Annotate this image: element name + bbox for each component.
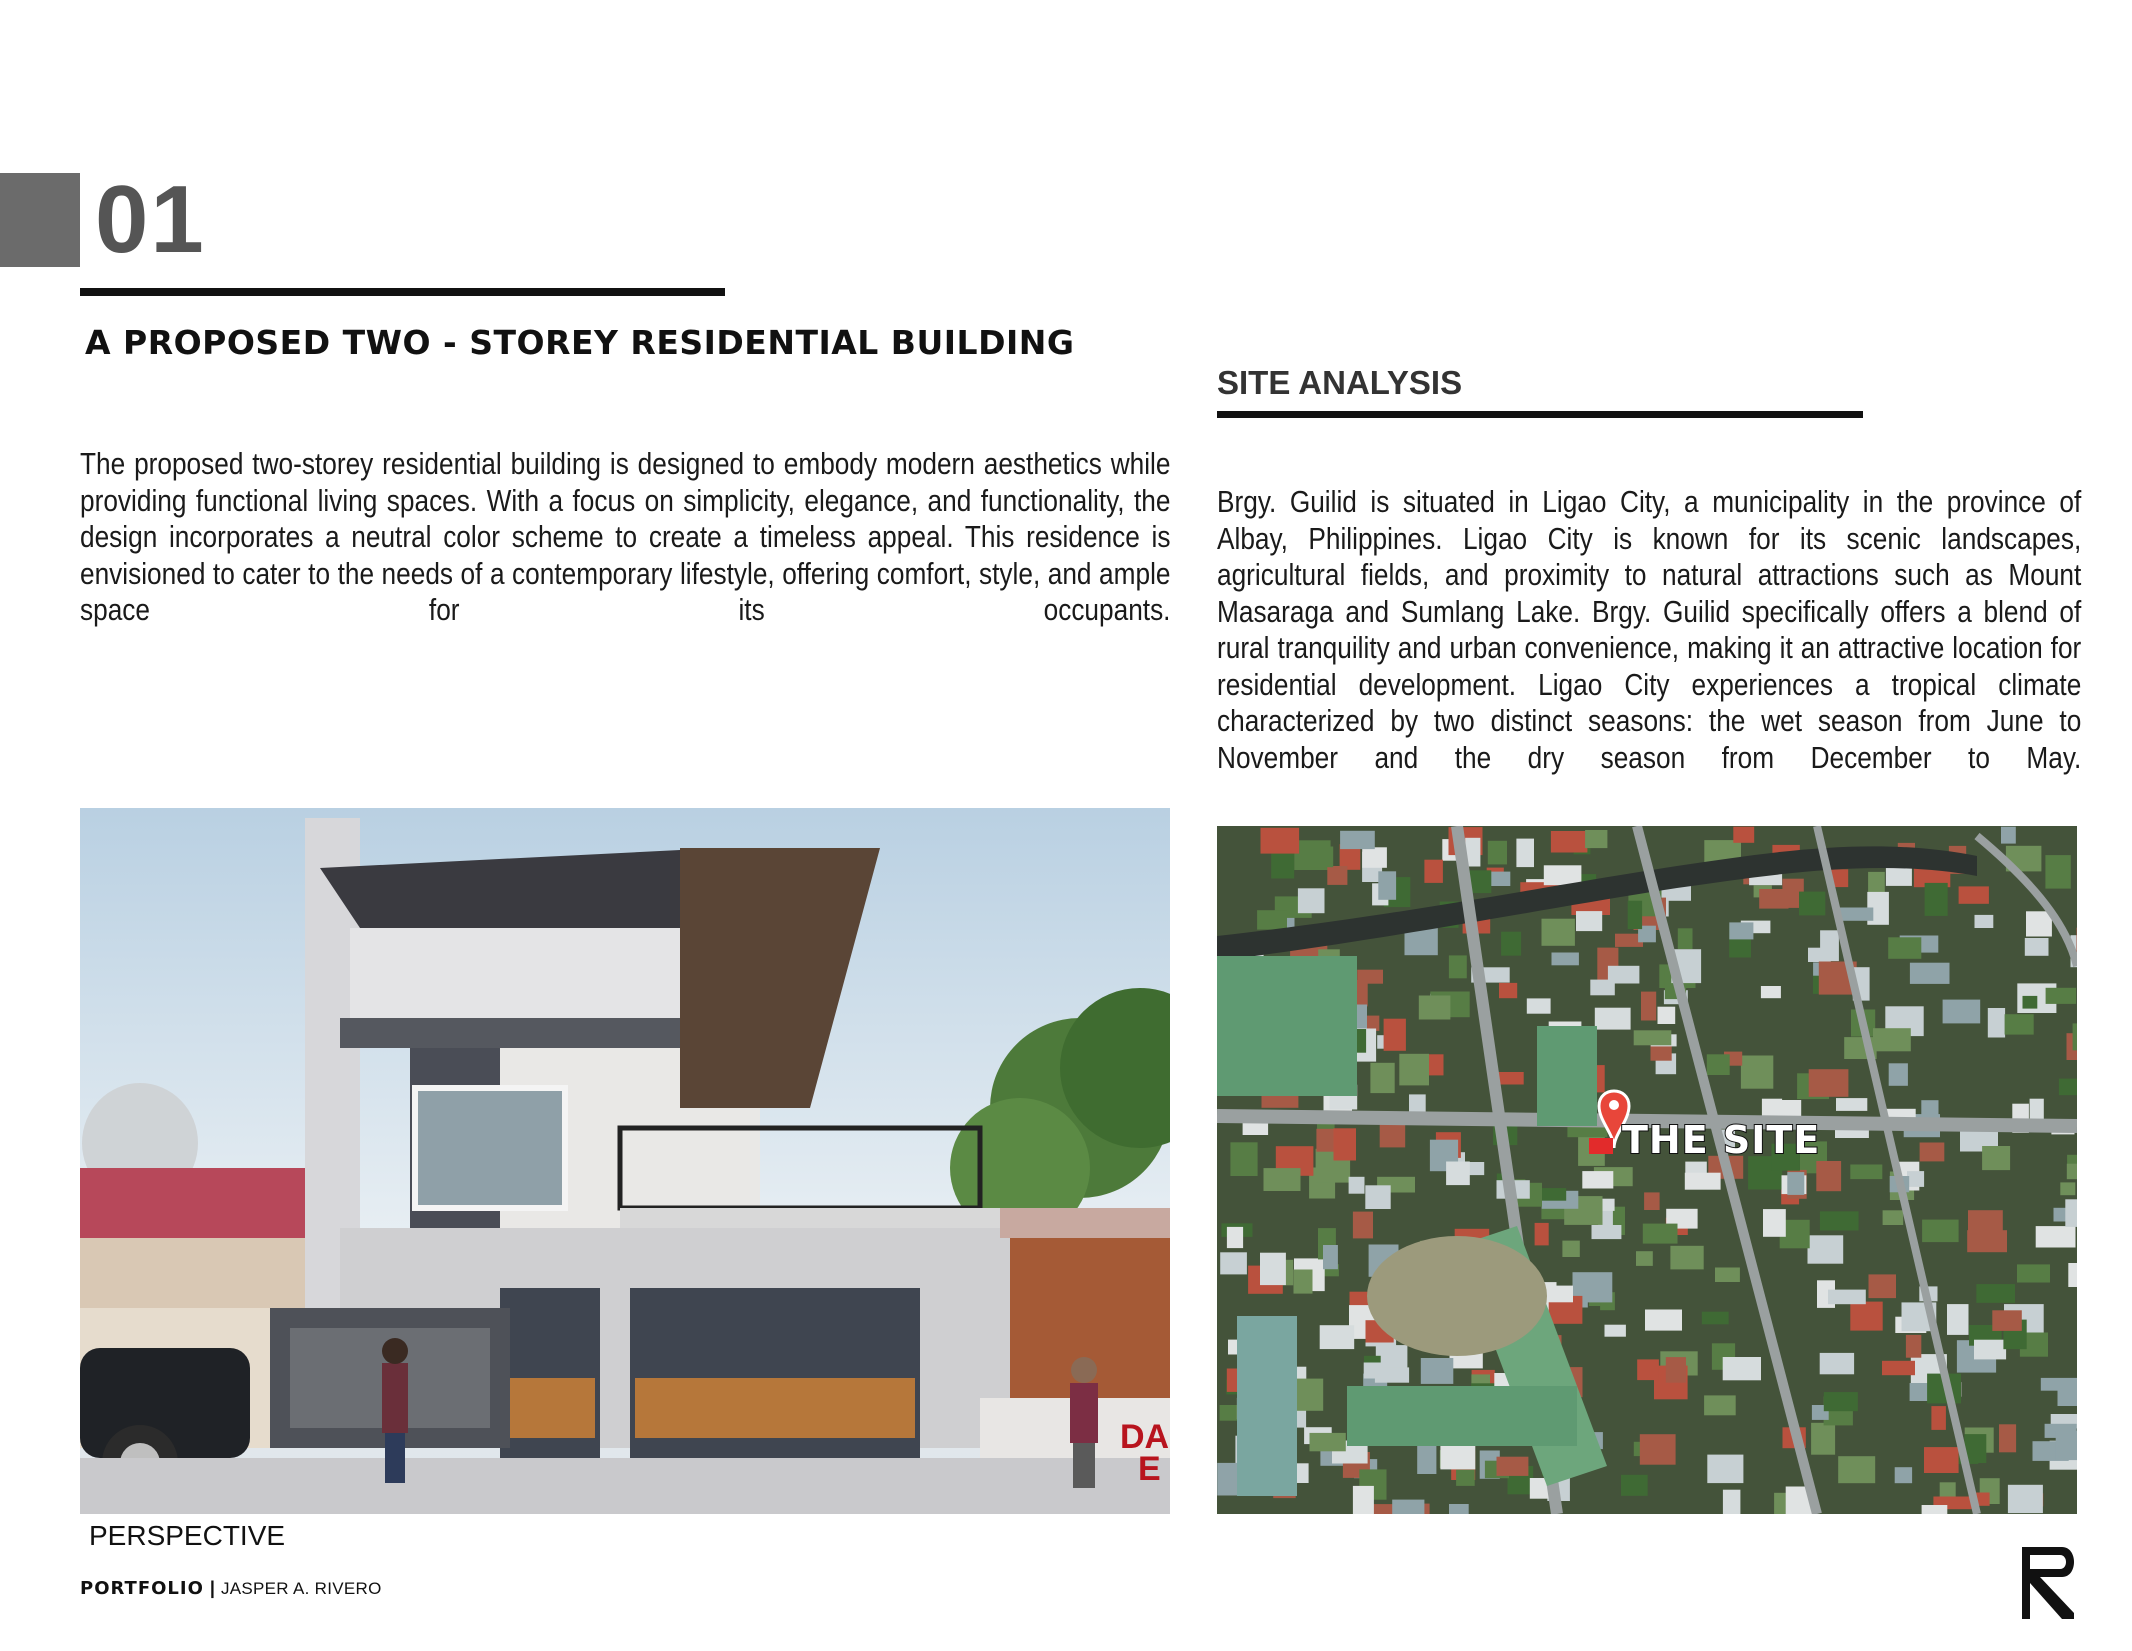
map-roof-block: [1419, 996, 1451, 1020]
map-roof-block: [1227, 1227, 1243, 1248]
map-roof-block: [1715, 1268, 1740, 1283]
map-roof-block: [2056, 1431, 2077, 1460]
map-roof-block: [1828, 1290, 1866, 1305]
map-roof-block: [1811, 1423, 1835, 1455]
map-roof-block: [1704, 1395, 1736, 1415]
map-roof-block: [1542, 919, 1575, 946]
map-roof-block: [2045, 855, 2070, 889]
map-roof-block: [1947, 1304, 1969, 1335]
map-roof-block: [1975, 915, 1994, 928]
map-roof-block: [1327, 866, 1347, 885]
map-roof-block: [2023, 996, 2038, 1009]
map-roof-block: [1925, 883, 1948, 916]
map-roof-block: [1516, 839, 1534, 868]
map-roof-block: [1707, 1455, 1743, 1484]
map-roof-block: [1417, 1445, 1436, 1474]
map-roof-block: [1243, 1123, 1269, 1135]
map-roof-block: [1592, 1225, 1622, 1239]
r-monogram-logo: [2018, 1543, 2080, 1621]
map-roof-block: [1924, 1447, 1959, 1473]
map-roof-block: [1323, 1245, 1338, 1269]
map-roof-block: [1869, 1274, 1897, 1298]
map-roof-block: [1868, 872, 1885, 894]
map-roof-block: [1362, 847, 1387, 868]
map-roof-block: [1910, 963, 1950, 984]
map-roof-block: [1257, 910, 1287, 929]
map-roof-block: [1264, 1168, 1301, 1191]
map-roof-block: [1544, 865, 1582, 885]
map-roof-block: [1260, 1253, 1286, 1285]
map-roof-block: [1357, 970, 1383, 984]
map-roof-block: [1959, 886, 1989, 903]
footer-brand: PORTFOLIO: [80, 1578, 204, 1599]
map-roof-block: [1723, 1490, 1741, 1514]
map-roof-block: [1974, 1340, 2006, 1360]
aerial-map-illustration: [1217, 826, 2077, 1514]
map-roof-block: [1310, 1433, 1346, 1451]
site-analysis-description: Brgy. Guilid is situated in Ligao City, a municipality in the province of Albay, Philippines. Ligao City is known for its scenic landscapes, agricultural fields, and proximity to natural attractions such as Mount Masaraga and Sumlang Lake. Brgy. Guilid specifically offers a blend of rural tranquility and urban convenience, making it an attractive location for residential development. Ligao City experiences a tropical climate characterized by two distinct seasons: the wet season from June to November and the dry season from December to May.: [1217, 485, 2082, 775]
map-roof-block: [1375, 1367, 1409, 1382]
map-roof-block: [1421, 1358, 1454, 1384]
map-roof-block: [1922, 1505, 1948, 1514]
map-roof-block: [1488, 841, 1507, 865]
map-roof-block: [1666, 1357, 1686, 1383]
map-roof-block: [1920, 1143, 1945, 1162]
map-roof-block: [1637, 1359, 1659, 1380]
map-roof-block: [1535, 1223, 1549, 1246]
map-roof-block: [1723, 1357, 1761, 1380]
map-roof-block: [1850, 1165, 1882, 1180]
map-roof-block: [1882, 1361, 1915, 1375]
map-roof-block: [1644, 1192, 1660, 1210]
map-roof-block: [2046, 988, 2077, 1004]
map-roof-block: [1543, 1286, 1573, 1303]
map-roof-block: [2025, 938, 2049, 956]
map-roof-block: [1399, 1054, 1429, 1086]
map-roof-block: [1636, 1251, 1653, 1266]
map-roof-block: [2017, 1264, 2050, 1282]
map-roof-block: [2008, 1485, 2043, 1513]
map-roof-block: [2026, 911, 2052, 936]
map-roof-block: [1340, 831, 1375, 849]
signage-line: DA: [1120, 1418, 1170, 1456]
map-roof-block: [1220, 1252, 1247, 1274]
map-roof-block: [1585, 830, 1607, 848]
map-roof-block: [1320, 1325, 1355, 1349]
map-roof-block: [1501, 932, 1521, 956]
map-roof-block: [1449, 955, 1467, 978]
map-roof-block: [1685, 1173, 1721, 1190]
map-roof-block: [1334, 1128, 1357, 1160]
footer: [80, 1578, 382, 1599]
map-roof-block: [1449, 1504, 1469, 1514]
map-roof-block: [1889, 1063, 1908, 1086]
map-roof-block: [1634, 1030, 1672, 1045]
map-roof-block: [1741, 1056, 1773, 1089]
map-roof-block: [1353, 1486, 1374, 1514]
map-roof-block: [2067, 1164, 2077, 1180]
map-roof-block: [1595, 1008, 1631, 1030]
map-roof-block: [1670, 1246, 1703, 1270]
map-roof-block: [2068, 1263, 2077, 1287]
map-roof-block: [1824, 1392, 1858, 1411]
map-roof-block: [1456, 1470, 1475, 1486]
section-number-block: [0, 173, 80, 267]
map-roof-block: [1370, 1063, 1394, 1093]
map-roof-block: [1641, 992, 1656, 1021]
map-roof-block: [1497, 1457, 1529, 1476]
map-roof-block: [1982, 1146, 2010, 1170]
map-roof-block: [1820, 1211, 1859, 1230]
map-roof-block: [2005, 1014, 2034, 1034]
map-roof-block: [1294, 1270, 1313, 1294]
map-roof-block: [1378, 871, 1396, 900]
map-roof-block: [1551, 831, 1588, 853]
map-roof-block: [1261, 828, 1300, 854]
map-roof-block: [1873, 1028, 1911, 1051]
map-roof-block: [1658, 1007, 1676, 1024]
map-roof-block: [2041, 1378, 2077, 1391]
map-roof-block: [2077, 928, 2078, 954]
map-roof-block: [1365, 1185, 1390, 1209]
map-roof-block: [1349, 1177, 1365, 1194]
map-roof-block: [2036, 1226, 2076, 1247]
site-map-label: THE SITE: [1622, 1118, 1821, 1162]
map-roof-block: [1424, 860, 1443, 883]
map-roof-block: [1576, 911, 1602, 931]
map-roof-block: [1999, 1424, 2016, 1452]
map-roof-block: [1582, 1171, 1613, 1188]
map-roof-block: [2060, 1182, 2075, 1195]
map-roof-block: [1816, 1161, 1841, 1191]
map-roof-block: [1643, 1224, 1678, 1244]
map-roof-block: [1787, 1172, 1804, 1195]
map-roof-block: [1311, 847, 1333, 868]
map-roof-block: [1621, 1475, 1648, 1496]
map-roof-block: [1733, 827, 1754, 843]
perspective-rendering: [80, 808, 1170, 1514]
map-roof-block: [1838, 908, 1873, 921]
map-roof-block: [1470, 870, 1492, 893]
site-analysis-underline: [1217, 411, 1863, 418]
map-roof-block: [1906, 1335, 1921, 1358]
map-roof-block: [1922, 1220, 1959, 1243]
map-roof-block: [2065, 1199, 2077, 1227]
map-roof-block: [1527, 998, 1551, 1013]
map-roof-block: [2073, 1023, 2077, 1050]
map-roof-block: [1353, 1212, 1373, 1239]
project-description: The proposed two-storey residential building is designed to embody modern aesthetics while providing functional living spaces. With a focus on simplicity, elegance, and functionality, the design incorporates a neutral color scheme to create a timeless appeal. This residence is envisioned to cater to the needs of a contemporary lifestyle, offering comfort, style, and ample space for its occupants.: [80, 447, 1171, 627]
map-roof-block: [1640, 1434, 1676, 1465]
map-roof-block: [1992, 1310, 2022, 1331]
map-roof-block: [1590, 980, 1615, 996]
map-roof-block: [1729, 922, 1753, 939]
map-roof-block: [1988, 1008, 2005, 1038]
site-analysis-heading: SITE ANALYSIS: [1217, 364, 1463, 401]
map-roof-block: [1799, 892, 1825, 916]
map-roof-block: [1562, 1241, 1579, 1257]
map-roof-block: [1645, 1310, 1682, 1331]
map-roof-block: [1836, 1098, 1867, 1111]
map-roof-block: [1763, 1209, 1786, 1237]
map-roof-block: [1968, 1210, 2003, 1243]
map-roof-block: [1499, 983, 1517, 998]
map-roof-block: [1907, 1171, 1924, 1187]
site-aerial-map: [1217, 826, 2077, 1514]
title-underline: [80, 288, 725, 296]
map-roof-block: [1809, 1069, 1849, 1097]
map-roof-block: [1820, 930, 1839, 961]
map-roof-block: [1605, 1325, 1626, 1337]
map-roof-block: [1628, 901, 1642, 929]
map-roof-block: [1850, 1302, 1882, 1331]
map-roof-block: [1883, 1210, 1904, 1225]
map-roof-block: [1888, 937, 1921, 959]
map-roof-block: [1678, 928, 1693, 949]
map-roof-block: [1392, 1500, 1424, 1514]
map-roof-block: [1298, 888, 1325, 913]
map-roof-block: [2059, 1079, 2077, 1096]
project-title: A PROPOSED TWO - STOREY RESIDENTIAL BUILDING: [85, 323, 1075, 362]
map-roof-block: [1446, 1162, 1470, 1186]
map-roof-block: [1976, 1284, 2015, 1303]
map-roof-block: [2001, 827, 2016, 844]
map-roof-block: [1943, 1000, 1981, 1024]
map-roof-block: [1230, 1142, 1257, 1176]
map-roof-block: [1759, 889, 1788, 909]
map-roof-block: [1707, 1054, 1730, 1075]
map-roof-block: [1384, 1019, 1406, 1051]
map-roof-block: [1702, 1312, 1729, 1325]
signage-line: E: [1138, 1450, 1161, 1488]
map-roof-block: [1838, 1456, 1875, 1483]
house-illustration: [80, 808, 1170, 1514]
map-roof-block: [1820, 1353, 1854, 1374]
footer-author: JASPER A. RIVERO: [220, 1579, 382, 1598]
perspective-caption: PERSPECTIVE: [89, 1520, 286, 1551]
section-number: 01: [95, 166, 206, 273]
map-roof-block: [1761, 986, 1781, 998]
map-roof-block: [1895, 1467, 1912, 1483]
footer-separator: |: [209, 1578, 215, 1598]
map-roof-block: [1552, 953, 1579, 966]
map-roof-block: [1931, 1406, 1946, 1430]
map-roof-block: [1808, 1235, 1844, 1263]
